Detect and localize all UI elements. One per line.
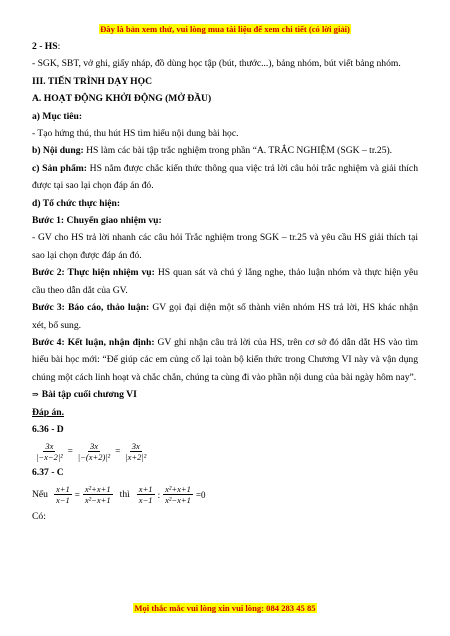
double-arrow-icon: ⇒ <box>32 390 39 400</box>
fraction: $\frac{3x}{\text{|x+2|²}}$ <box>125 440 147 462</box>
muc-tieu-label: a) Mục tiêu: <box>32 110 83 122</box>
answer-6-36: 6.36 - D <box>32 423 64 435</box>
to-chuc-label: d) Tổ chức thực hiện: <box>32 197 121 209</box>
bai-tap-heading: ⇒ Bài tập cuối chương VI <box>32 389 137 401</box>
muc-tieu-text: - Tạo hứng thú, thu hút HS tìm hiểu nội dung bài học. <box>32 128 239 140</box>
answer-6-37: 6.37 - C <box>32 467 64 479</box>
buoc2-paragraph: Bước 2: Thực hiện nhiệm vụ: HS quan sát và chú ý lắng nghe, thảo luận nhóm và thực hiện yêu cầu theo dẫn dắt của GV. <box>32 267 418 296</box>
equation-6-36: $\frac{3x}{\text{|−x−2|²}}$ = $\frac{3x}{\text{|−(x+2)|²}}$ = $\frac{3x}{\text{|x+2|²}}$ <box>36 440 147 462</box>
fraction: $\frac{\text{x²+x+1}}{\text{x²−x+1}}$ <box>84 484 111 506</box>
fraction: $\frac{3x}{\text{|−(x+2)|²}}$ <box>77 440 111 462</box>
section-iii-heading: III. TIẾN TRÌNH DẠY HỌC <box>32 75 153 87</box>
dap-an-heading: Đáp án. <box>32 406 64 418</box>
buoc4-paragraph: Bước 4: Kết luận, nhận định: GV ghi nhận câu trả lời của HS, trên cơ sở đó dẫn dắt HS vào tìm hiểu bài học mới: “Để giúp các em củng cố lại toàn bộ kiến thức trong Chương VI này và vận dụng chúng một cách linh hoạt và chắc chắn, chúng ta cùng đi vào phần nội dung của bài ngày hôm nay”. <box>32 336 418 383</box>
fraction: $\frac{3x}{\text{|−x−2|²}}$ <box>36 440 63 462</box>
noi-dung-paragraph: b) Nội dung: HS làm các bài tập trắc nghiệm trong phần “A. TRẮC NGHIỆM (SGK – tr.25). <box>32 145 393 157</box>
san-pham-paragraph: c) Sản phẩm: HS nắm được chắc kiến thức thông qua việc trả lời câu hỏi trắc nghiệm và giải thích được tại sao lại chọn đáp án đó. <box>32 162 418 192</box>
hs-items: - SGK, SBT, vở ghi, giấy nháp, đồ dùng học tập (bút, thước...), bảng nhóm, bút viết bảng nhóm. <box>32 58 401 70</box>
fraction: $\frac{\text{x²+x+1}}{\text{x²−x+1}}$ <box>165 484 191 506</box>
preview-banner: Đây là bản xem thử, vui lòng mua tài liệu để xem chi tiết (có lời giải) <box>100 24 350 34</box>
buoc1-text: - GV cho HS trả lời nhanh các câu hỏi Trắc nghiệm trong SGK – tr.25 và yêu cầu HS giải thích tại sao lại chọn được đáp án đó. <box>32 232 418 261</box>
document-body <box>32 38 418 525</box>
equation-6-37: Nếu $\frac{x+1}{x-1}$ = $\frac{\text{x²+x+1}}{\text{x²−x+1}}$ thì $\frac{x+1}{x-1}$ : $\frac{\text{x²+x+1}}{\text{x²−x+1}}$ =0 <box>32 484 206 506</box>
section-a-heading: A. HOẠT ĐỘNG KHỞI ĐỘNG (MỞ ĐẦU) <box>32 93 212 105</box>
buoc1-label: Bước 1: Chuyển giao nhiệm vụ: <box>32 215 162 227</box>
buoc3-paragraph: Bước 3: Báo cáo, thảo luận: GV gọi đại diện một số thành viên nhóm HS trả lời, HS khác nhận xét, bổ sung. <box>32 302 419 331</box>
co-label: Có: <box>32 510 46 522</box>
fraction: $\frac{x+1}{x-1}$ <box>55 484 70 506</box>
fraction: $\frac{x+1}{x-1}$ <box>138 484 153 506</box>
hs-heading: 2 - HS: <box>32 41 61 52</box>
contact-banner: Mọi thắc mắc vui lòng xin vui lòng: 084 283 45 85 <box>134 603 316 613</box>
